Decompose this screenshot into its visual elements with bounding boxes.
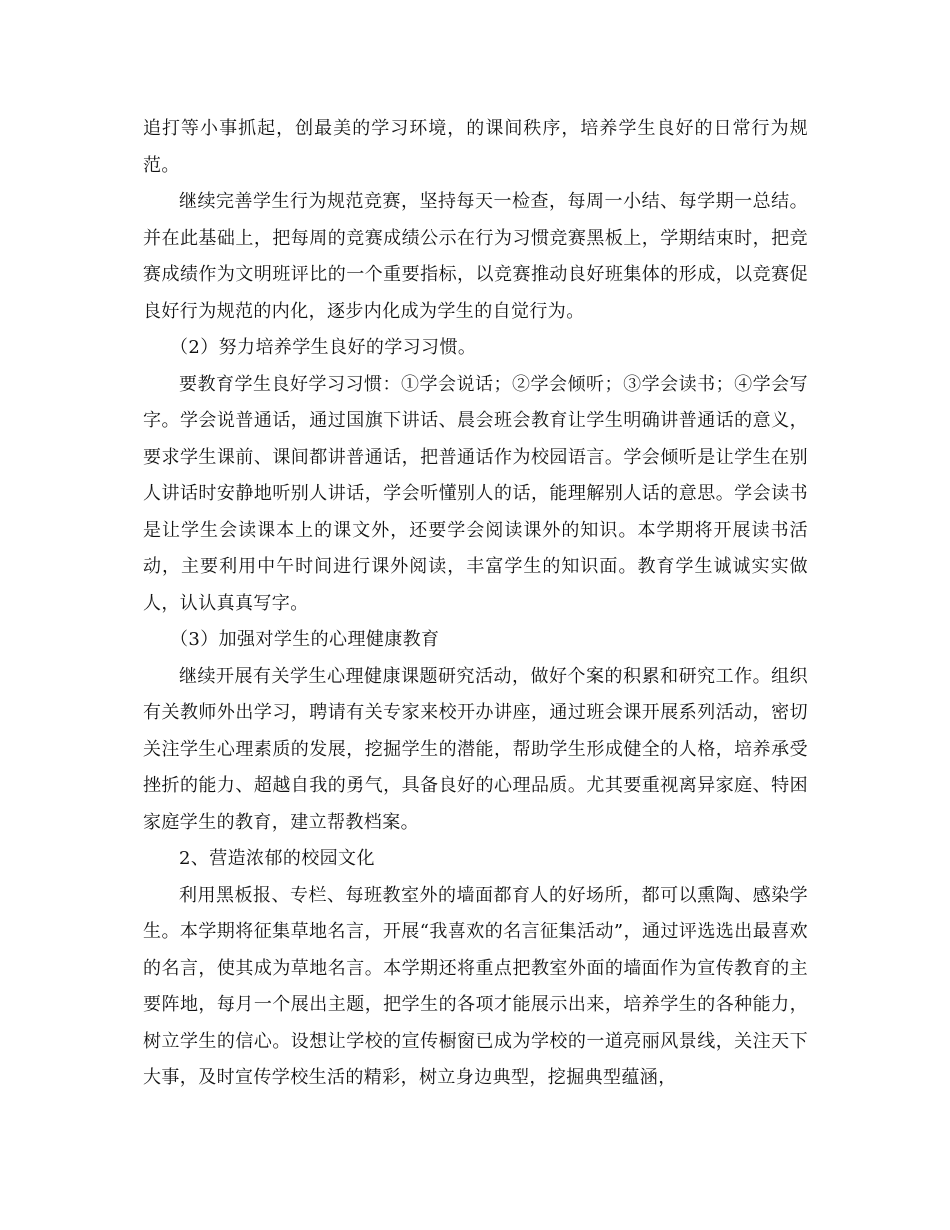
heading-campus-culture: 2、营造浓郁的校园文化	[179, 848, 375, 869]
paragraph-study-habits: 要教育学生良好学习习惯：①学会说话；②学会倾听；③学会读书；④学会写字。学会说普通话，通过国旗下讲话、晨会班会教育让学生明确讲普通话的意义，要求学生课前、课间都讲普通话，把普通话作为校园语言。学会倾听是让学生在别人讲话时安静地听别人讲话，学会听懂别人的话，能理解别人话的意思。学会读书是让学生会读课本上的课文外，还要学会阅读课外的知识。本学期将开展读书活动，主要利用中午时间进行课外阅读，丰富学生的知识面。教育学生诚诚实实做人，认认真真写字。	[143, 373, 808, 614]
paragraph-mental-health: 继续开展有关学生心理健康课题研究活动，做好个案的积累和研究工作。组织有关教师外出学习，聘请有关专家来校开办讲座，通过班会课开展系列活动，密切关注学生心理素质的发展，挖掘学生的潜能，帮助学生形成健全的人格，培养承受挫折的能力、超越自我的勇气，具备良好的心理品质。尤其要重视离异家庭、特困家庭学生的教育，建立帮教档案。	[143, 665, 808, 833]
heading-study-habits: （2）努力培养学生良好的学习习惯。	[170, 337, 477, 358]
paragraph-continued: 追打等小事抓起，创最美的学习环境，的课间秩序，培养学生良好的日常行为规范。	[143, 118, 808, 176]
heading-mental-health: （3）加强对学生的心理健康教育	[170, 629, 440, 650]
paragraph-campus-culture: 利用黑板报、专栏、每班教室外的墙面都育人的好场所，都可以熏陶、感染学生。本学期将征集草地名言，开展“我喜欢的名言征集活动”，通过评选选出最喜欢的名言，使其成为草地名言。本学期还将重点把教室外面的墙面作为宣传教育的主要阵地，每月一个展出主题，把学生的各项才能展示出来，培养学生的各种能力，树立学生的信心。设想让学校的宣传橱窗已成为学校的一道亮丽风景线，关注天下大事，及时宣传学校生活的精彩，树立身边典型，挖掘典型蕴涵，	[143, 884, 808, 1088]
document-body	[143, 111, 808, 1097]
paragraph-behavior-competition: 继续完善学生行为规范竞赛，坚持每天一检查，每周一小结、每学期一总结。并在此基础上，把每周的竞赛成绩公示在行为习惯竞赛黑板上，学期结束时，把竞赛成绩作为文明班评比的一个重要指标，以竞赛推动良好班集体的形成，以竞赛促良好行为规范的内化，逐步内化成为学生的自觉行为。	[143, 191, 808, 322]
